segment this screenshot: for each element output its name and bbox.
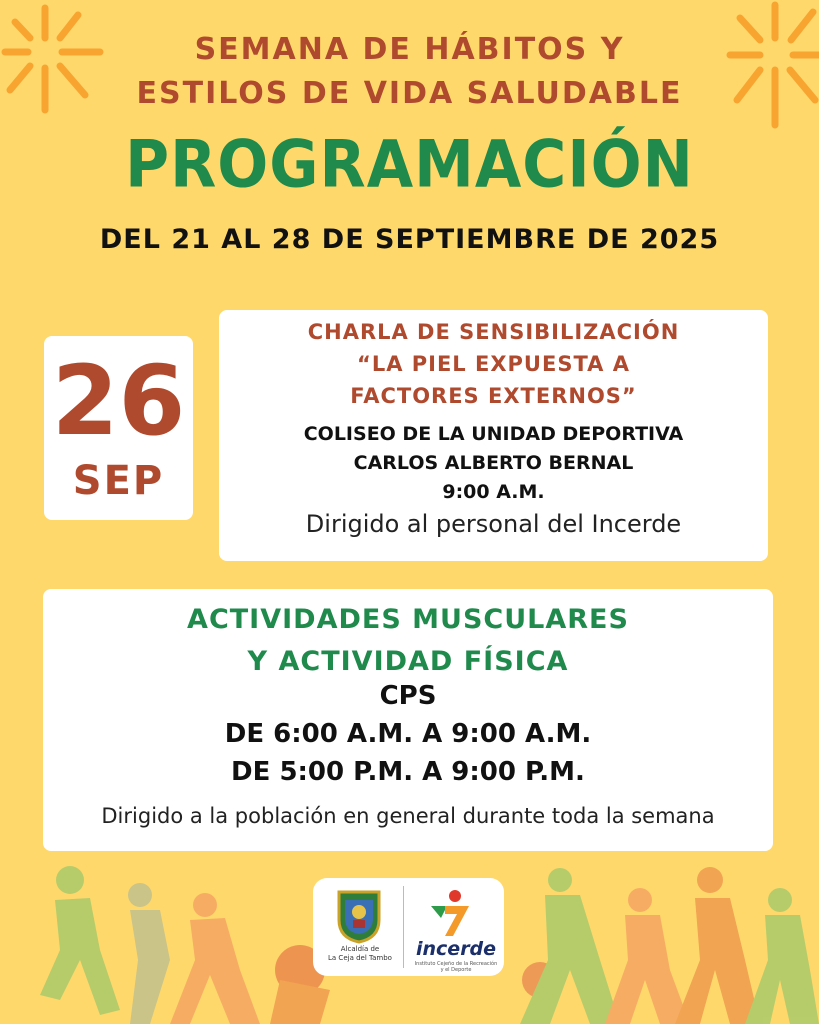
municipality-line-1: Alcaldía de — [340, 945, 380, 953]
talk-audience-note: Dirigido al personal del Incerde — [305, 510, 682, 538]
incerde-logo-icon — [423, 888, 473, 938]
municipality-name — [321, 945, 399, 963]
date-month: SEP — [72, 458, 165, 504]
talk-title-line-3: FACTORES EXTERNOS” — [350, 384, 637, 408]
talk-title-line-2: “LA PIEL EXPUESTA A — [357, 352, 630, 376]
schedule-evening: DE 5:00 P.M. A 9:00 P.M. — [231, 757, 585, 787]
venue-line-1: COLISEO DE LA UNIDAD DEPORTIVA — [303, 423, 684, 445]
talk-title — [219, 316, 768, 412]
talk-time: 9:00 A.M. — [442, 481, 545, 503]
talk-venue — [219, 420, 768, 507]
activities-title — [43, 599, 773, 683]
title-line-1: SEMANA DE HÁBITOS Y — [194, 32, 625, 67]
event-card-activities — [43, 589, 773, 851]
activities-schedule — [43, 677, 773, 791]
schedule-morning: DE 6:00 A.M. A 9:00 A.M. — [224, 719, 592, 749]
talk-title-line-1: CHARLA DE SENSIBILIZACIÓN — [307, 320, 680, 344]
municipality-seal-icon — [333, 886, 385, 944]
municipality-line-2: La Ceja del Tambo — [328, 954, 392, 962]
activities-title-line-1: ACTIVIDADES MUSCULARES — [187, 604, 629, 635]
title-line-2: ESTILOS DE VIDA SALUDABLE — [136, 76, 683, 111]
incerde-tagline: Instituto Cejeño de la Recreación y el Deporte — [414, 961, 498, 973]
activities-title-line-2: Y ACTIVIDAD FÍSICA — [247, 646, 569, 677]
date-badge — [44, 336, 193, 520]
activities-audience-note: Dirigido a la población en general durante toda la semana — [101, 804, 715, 828]
event-title — [0, 28, 819, 116]
sponsor-logos — [313, 878, 504, 976]
date-day: 26 — [51, 345, 186, 457]
event-card-talk — [219, 310, 768, 561]
venue-line-2: CARLOS ALBERTO BERNAL — [353, 452, 634, 474]
activities-place: CPS — [379, 681, 437, 711]
incerde-name: incerde — [416, 938, 497, 960]
programacion-heading: PROGRAMACIÓN — [125, 127, 694, 203]
logo-divider — [403, 886, 404, 968]
date-range: DEL 21 AL 28 DE SEPTIEMBRE DE 2025 — [99, 224, 720, 255]
